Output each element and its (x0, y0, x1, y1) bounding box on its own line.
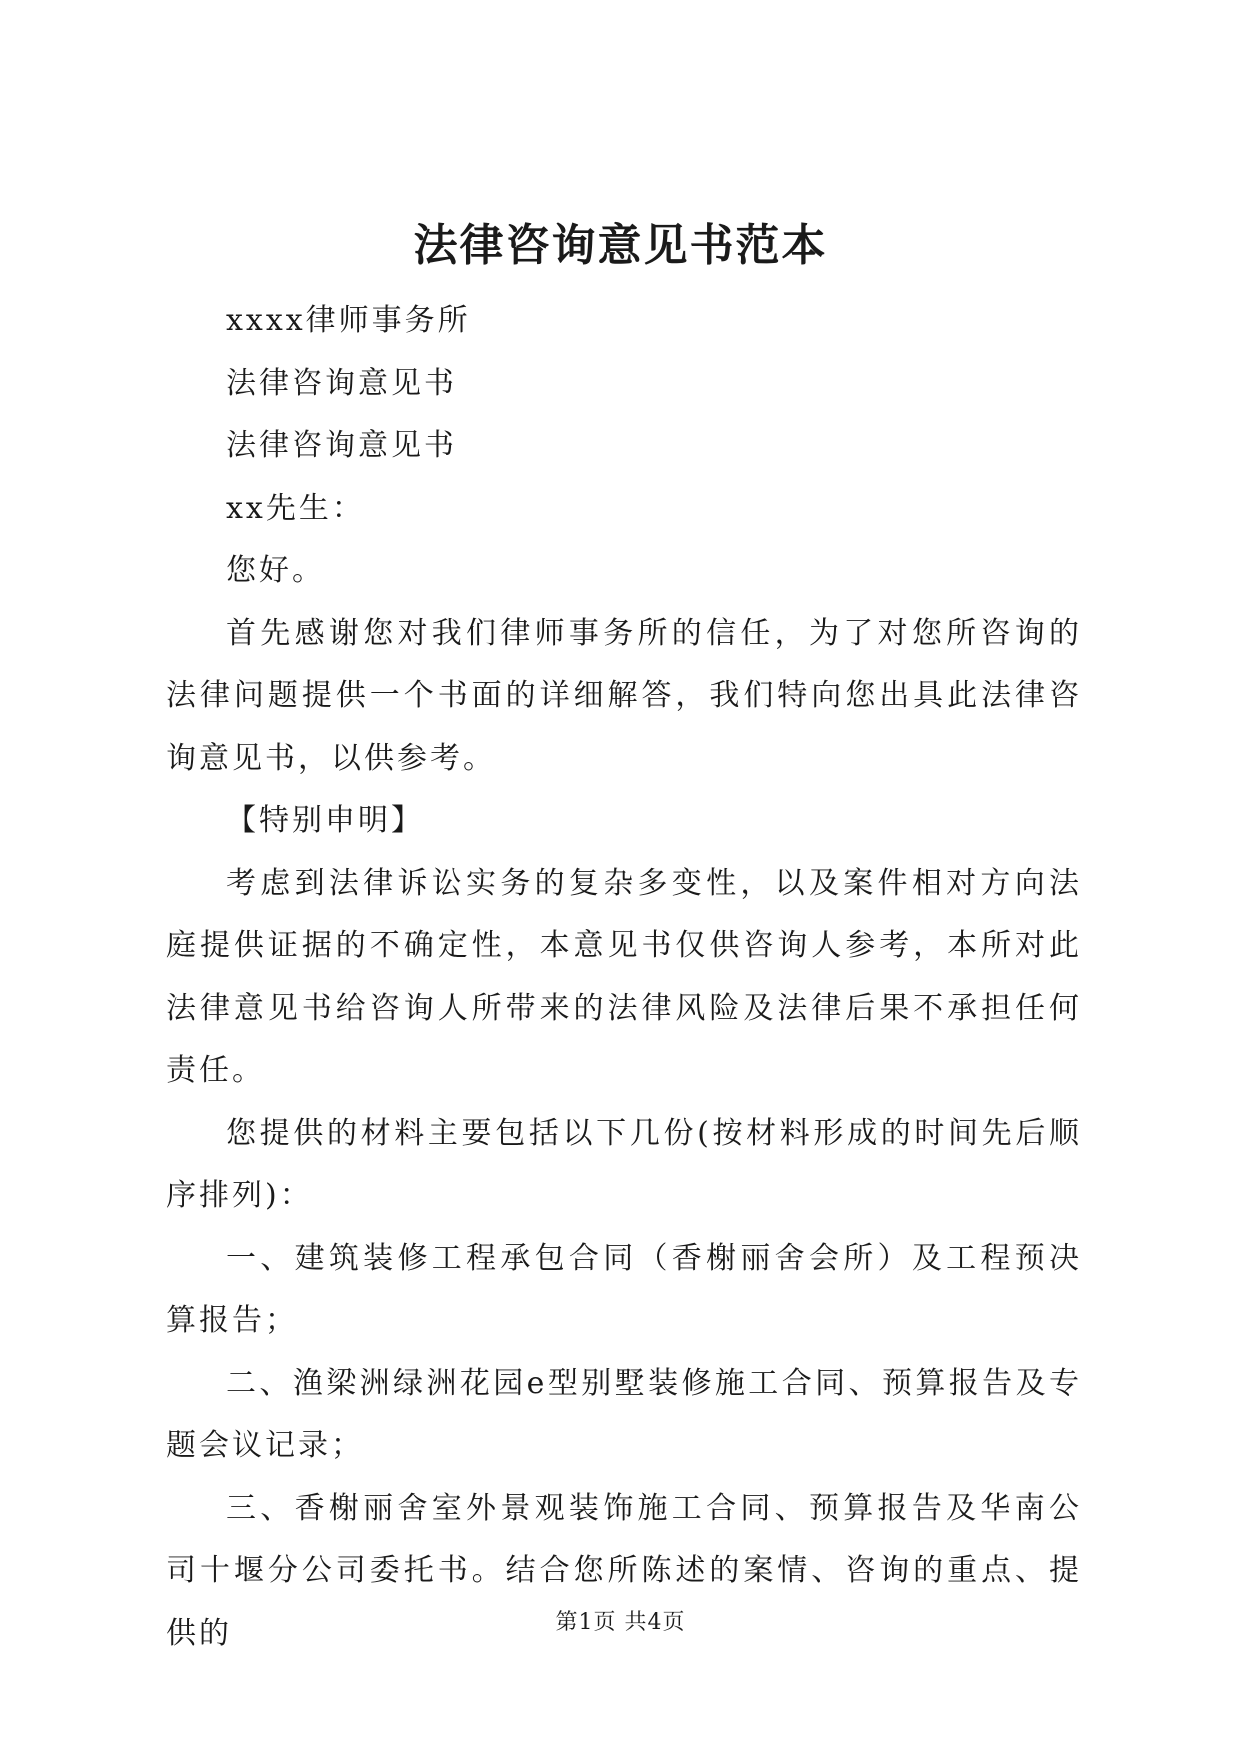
document-heading-repeat: 法律咨询意见书 (226, 428, 457, 463)
intro-paragraph: 首先感谢您对我们律师事务所的信任，为了对您所咨询的法律问题提供一个书面的详细解答，我们特向您出具此法律咨询意见书，以供参考。 (166, 615, 1082, 776)
document-body (166, 290, 1082, 1665)
materials-item-1: 一、建筑装修工程承包合同（香榭丽舍会所）及工程预决算报告； (166, 1240, 1082, 1338)
disclaimer-paragraph: 考虑到法律诉讼实务的复杂多变性，以及案件相对方向法庭提供证据的不确定性，本意见书仅供咨询人参考，本所对此法律意见书给咨询人所带来的法律风险及法律后果不承担任何责任。 (166, 865, 1082, 1088)
materials-intro-paragraph: 您提供的材料主要包括以下几份(按材料形成的时间先后顺序排列)： (166, 1115, 1082, 1213)
salutation: xx先生： (226, 490, 365, 526)
materials-item-2: 二、渔梁洲绿洲花园e型别墅装修施工合同、预算报告及专题会议记录； (166, 1365, 1082, 1463)
materials-item-3: 三、香榭丽舍室外景观装饰施工合同、预算报告及华南公司十堰分公司委托书。结合您所陈述的案情、咨询的重点、提供的 (166, 1490, 1082, 1651)
document-heading: 法律咨询意见书 (226, 365, 457, 401)
special-statement-heading: 【特别申明】 (226, 803, 424, 838)
document-title: 法律咨询意见书范本 (413, 220, 828, 271)
firm-name: xxxx律师事务所 (226, 303, 471, 338)
page-number-footer: 第1页 共4页 (555, 1610, 686, 1635)
greeting: 您好。 (226, 553, 325, 588)
